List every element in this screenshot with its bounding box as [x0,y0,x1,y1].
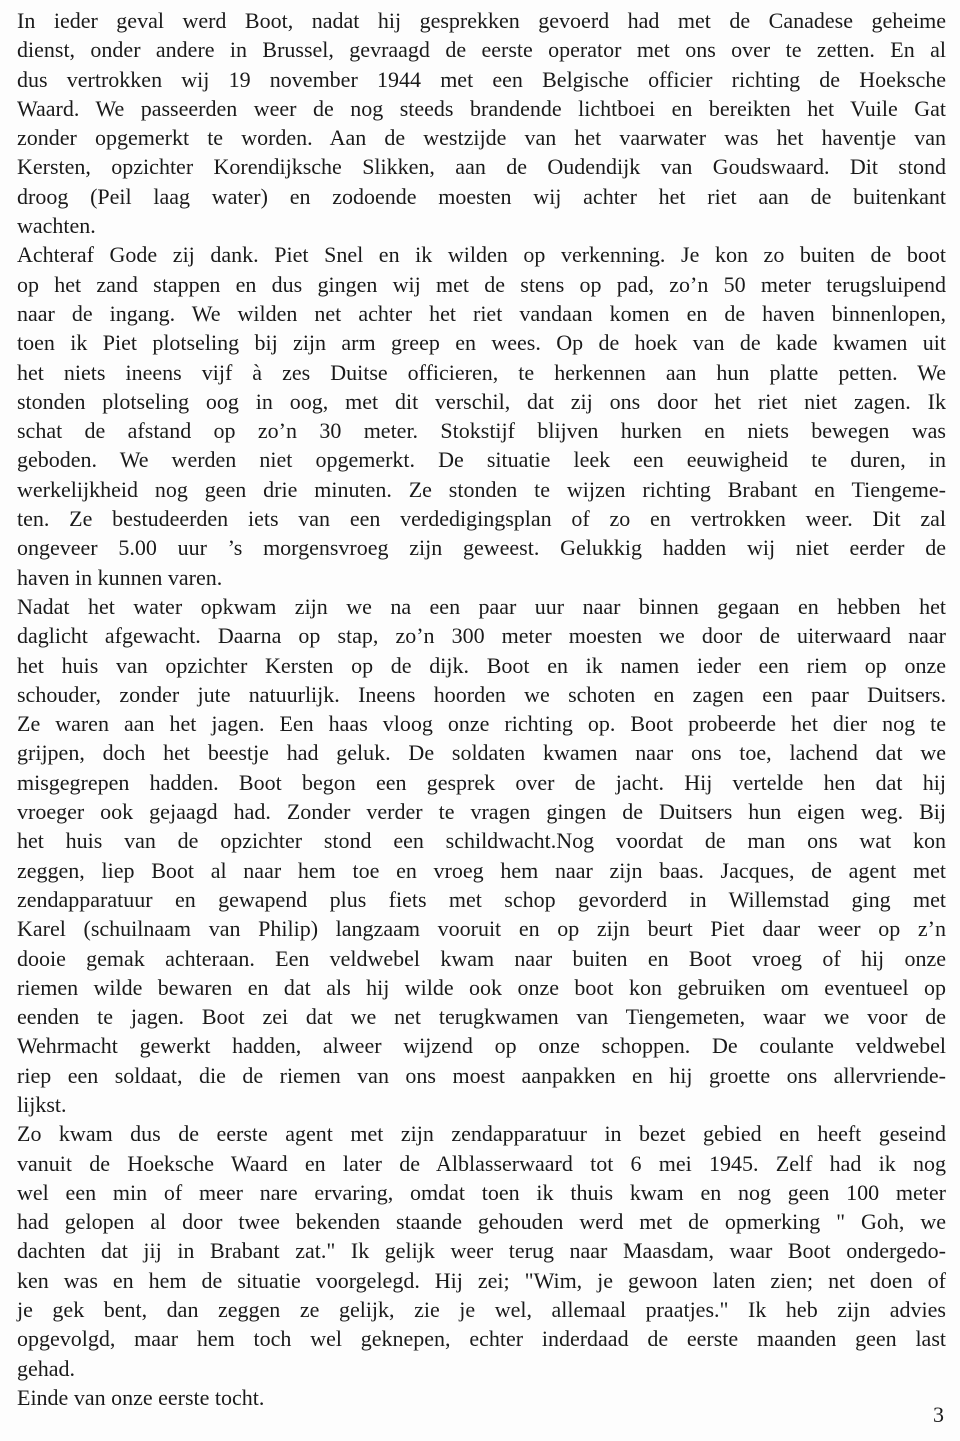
text-line: misgegrepen hadden. Boot begon een gesprek over de jacht. Hij vertelde hen dat hij [17,769,946,795]
text-line: dachten dat jij in Brabant zat." Ik gelijk weer terug naar Maasdam, waar Boot ondergedo- [17,1238,946,1264]
text-line: vroeger ook gejaagd had. Zonder verder te vragen gingen de Duitsers hun eigen weg. Bij [17,799,946,825]
text-line: had gelopen al door twee bekenden staande gehouden werd met de opmerking " Goh, we [17,1209,946,1235]
text-line: geboden. We werden niet opgemerkt. De situatie leek een eeuwigheid te duren, in [17,447,946,473]
text-line: ongeveer 5.00 uur ’s morgensvroeg zijn geweest. Gelukkig hadden wij niet eerder de [17,535,946,561]
text-line: gehad. [17,1355,76,1381]
text-line: schouder, zonder jute natuurlijk. Ineens hoorden we schoten en zagen een paar Duitsers. [17,681,946,707]
body-text [17,6,946,1412]
text-line: grijpen, doch het beestje had geluk. De soldaten kwamen naar ons toe, lachend dat we [17,740,946,766]
text-line: Achteraf Gode zij dank. Piet Snel en ik wilden op verkenning. Je kon zo buiten de boot [17,242,946,268]
text-line: dus vertrokken wij 19 november 1944 met een Belgische officier richting de Hoeksche [17,66,946,92]
text-line: dooie gemak achteraan. Een veldwebel kwam naar buiten en Boot vroeg of hij onze [17,945,946,971]
text-line: op het zand stappen en dus gingen wij met de stens op pad, zo’n 50 meter terugsluipend [17,271,946,297]
text-line: riep een soldaat, die de riemen van ons moest aanpakken en hij groette ons allervriende- [17,1062,946,1088]
text-line: dienst, onder andere in Brussel, gevraagd de eerste operator met ons over te zetten. En al [17,37,946,63]
text-line: ken was en hem de situatie voorgelegd. Hij zei; "Wim, je gewoon laten zien; net doen of [17,1267,946,1293]
text-line: toen ik Piet plotseling bij zijn arm greep en wees. Op de hoek van de kade kwamen uit [17,330,946,356]
text-line: het huis van de opzichter stond een schildwacht.Nog voordat de man ons wat kon [17,828,946,854]
text-line: lijkst. [17,1091,67,1117]
text-line: ten. Ze bestudeerden iets van een verdedigingsplan of zo en vertrokken weer. Dit zal [17,506,946,532]
text-line: opgevolgd, maar hem toch wel geknepen, echter inderdaad de eerste maanden geen last [17,1326,946,1352]
text-line: Einde van onze eerste tocht. [17,1384,265,1410]
text-line: daglicht afgewacht. Daarna op stap, zo’n 300 meter moesten we door de uiterwaard naar [17,623,946,649]
text-line: Nadat het water opkwam zijn we na een paar uur naar binnen gegaan en hebben het [17,593,946,619]
text-line: Zo kwam dus de eerste agent met zijn zendapparatuur in bezet gebied en heeft geseind [17,1121,946,1147]
text-line: In ieder geval werd Boot, nadat hij gesprekken gevoerd had met de Canadese geheime [17,8,946,33]
text-line: wachten. [17,213,96,239]
text-line: naar de ingang. We wilden net achter het riet vandaan komen en de haven binnenlopen, [17,300,946,326]
text-line: vanuit de Hoeksche Waard en later de Alblasserwaard tot 6 mei 1945. Zelf had ik nog [17,1150,946,1176]
text-line: Kersten, opzichter Korendijksche Slikken, aan de Oudendijk van Goudswaard. Dit stond [17,154,946,180]
text-line: droog (Peil laag water) en zodoende moesten wij achter het riet aan de buitenkant [17,183,946,209]
text-line: schat de afstand op zo’n 30 meter. Stokstijf blijven hurken en niets bewegen was [17,418,946,444]
text-line: werkelijkheid nog geen drie minuten. Ze stonden te wijzen richting Brabant en Tiengeme- [17,476,946,502]
text-line: zeggen, liep Boot al naar hem toe en vroeg hem naar zijn baas. Jacques, de agent met [17,857,946,883]
text-line: je gek bent, dan zeggen ze gelijk, zie je wel, allemaal praatjes." Ik heb zijn advies [17,1297,946,1323]
text-line: zonder opgemerkt te worden. Aan de westzijde van het vaarwater was het haventje van [17,125,946,151]
text-line: het huis van opzichter Kersten op de dijk. Boot en ik namen ieder een riem op onze [17,652,946,678]
text-line: stonden plotseling oog in oog, met dit verschil, dat zij ons door het riet niet zagen. Ik [17,388,946,414]
text-line: Wehrmacht gewerkt hadden, alweer wijzend op onze schoppen. De coulante veldwebel [17,1033,946,1059]
page-number: 3 [933,1402,944,1427]
text-line: haven in kunnen varen. [17,564,223,590]
text-line: het niets ineens vijf à zes Duitse officieren, te herkennen aan hun platte petten. We [17,359,946,385]
text-line: Waard. We passeerden weer de nog steeds brandende lichtboei en bereikten het Vuile Gat [17,95,946,121]
text-line: eenden te jagen. Boot zei dat we net terugkwamen van Tiengemeten, waar we voor de [17,1004,946,1030]
text-line: wel een min of meer nare ervaring, omdat toen ik thuis kwam en nog geen 100 meter [17,1179,946,1205]
text-line: riemen wilde bewaren en dat als hij wilde ook onze boot kon gebruiken om eventueel op [17,974,946,1000]
text-line: Karel (schuilnaam van Philip) langzaam vooruit en op zijn beurt Piet daar weer op z’n [17,916,946,942]
text-line: Ze waren aan het jagen. Een haas vloog onze richting op. Boot probeerde het dier nog te [17,711,946,737]
text-line: zendapparatuur en gewapend plus fiets met schop gevorderd in Willemstad ging met [17,886,946,912]
